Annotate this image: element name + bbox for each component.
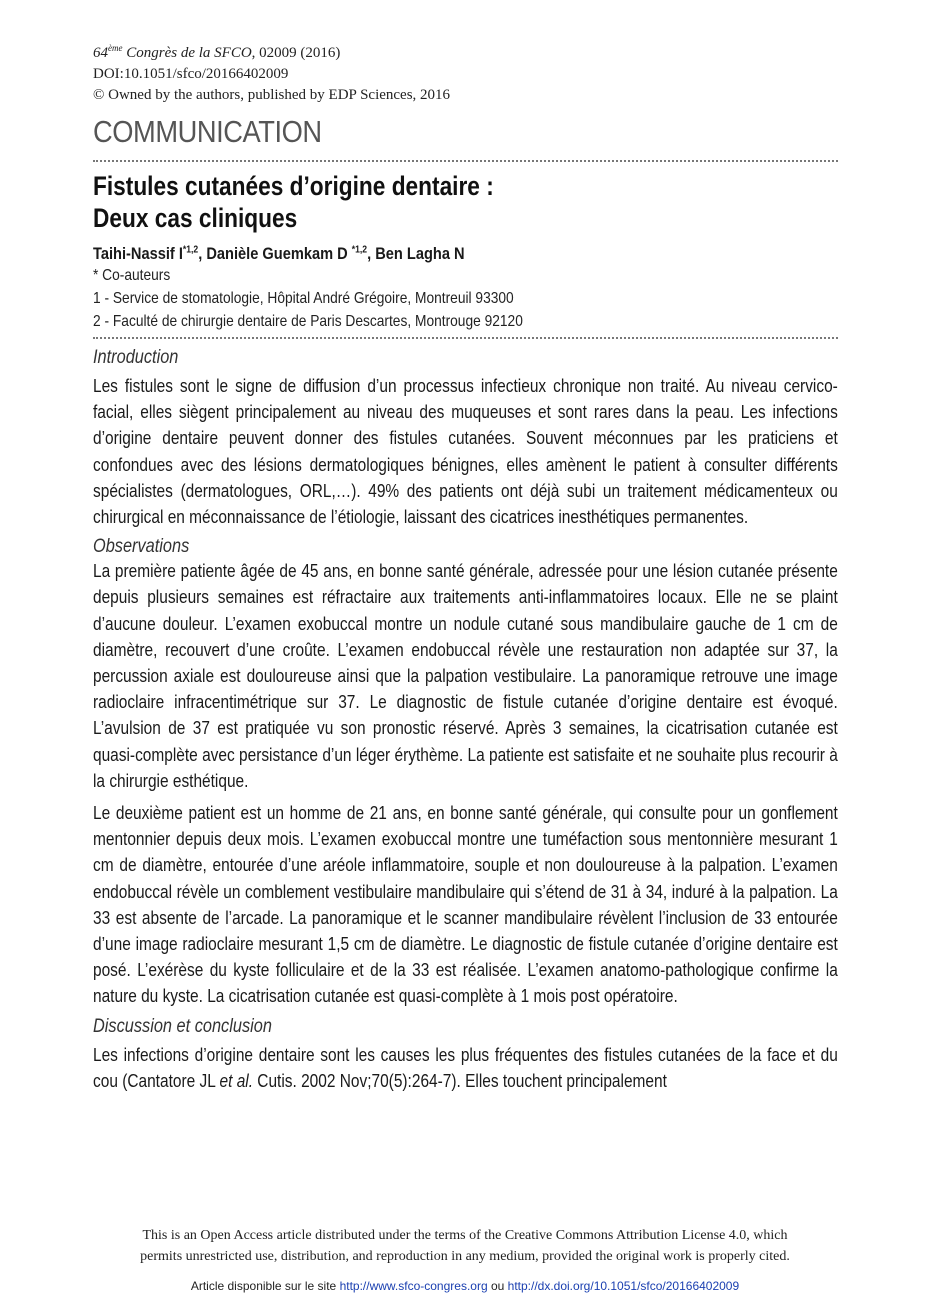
affiliation-1: 1 - Service de stomatologie, Hôpital André Grégoire, Montreuil 93300 [93, 290, 514, 307]
congress-line [93, 38, 838, 64]
section-heading-introduction: Introduction [93, 347, 179, 368]
congress-ref: , 02009 (2016) [251, 45, 341, 61]
congress-name: Congrès de la SFCO [122, 45, 252, 61]
author-1-affil: *1,2 [182, 244, 199, 256]
observations-paragraph-1: La première patiente âgée de 45 ans, en bonne santé générale, adressée pour une lésion cutanée présente depuis plusieurs semaines est réfractaire aux traitements anti-inflammatoires locaux. Elle ne se plaint d’aucune douleur. L’examen exobuccal montre un nodule cutané sous mandibulaire gauche de 1 cm de diamètre, recouvert d’une croûte. L’examen endobuccal révèle une restauration non adaptée sur 37, la percussion axiale est douloureuse ainsi que la palpation vestibulaire. La panoramique retrouve une image radioclaire infracentimétrique sur 37. Le diagnostic de fistule cutanée d’origine dentaire est évoqué. L’avulsion de 37 est pratiquée vu son pronostic réservé. Après 3 semaines, la cicatrisation cutanée est quasi-complète avec persistance d’un léger érythème. La patiente est satisfaite et ne souhaite plus recourir à la chirurgie esthétique. [93, 560, 838, 791]
discussion-paragraph [93, 1042, 838, 1094]
author-3: , Ben Lagha N [367, 244, 465, 263]
sfco-link[interactable]: http://www.sfco-congres.org [339, 1279, 488, 1293]
article-page [93, 38, 838, 1100]
title-line-1: Fistules cutanées d’origine dentaire : [93, 171, 494, 201]
license-line-2: permits unrestricted use, distribution, and reproduction in any medium, provided the original work is properly cited. [140, 1249, 790, 1264]
author-1: Taihi-Nassif I [93, 244, 183, 263]
article-title [93, 170, 844, 234]
copyright-line: © Owned by the authors, published by EDP Sciences, 2016 [93, 87, 451, 103]
section-kind-label: COMMUNICATION [93, 114, 322, 149]
affiliation-2: 2 - Faculté de chirurgie dentaire de Paris Descartes, Montrouge 92120 [93, 313, 523, 330]
availability-prefix: Article disponible sur le site [190, 1279, 340, 1293]
congress-ordinal: ème [108, 43, 123, 53]
author-2: , Danièle Guemkam D [198, 244, 352, 263]
dotted-divider [93, 160, 838, 162]
author-2-affil: *1,2 [351, 244, 368, 256]
availability-middle: ou [487, 1279, 508, 1293]
license-footer [0, 1225, 930, 1267]
title-line-2: Deux cas cliniques [93, 203, 298, 233]
journal-header [93, 38, 838, 106]
affiliation-coauthors: * Co-auteurs [93, 267, 171, 284]
introduction-paragraph: Les fistules sont le signe de diffusion d’un processus infectieux chronique non traité. Au niveau cervico-facial, elles siègent principalement au niveau des muqueuses et sont rares dans la peau. Les infections d’origine dentaire peuvent donner des fistules cutanées. Souvent méconnues par les praticiens et confondues avec des lésions dermatologiques bénignes, elles amènent le patient à consulter différents spécialistes (dermatologues, ORL,…). 49% des patients ont déjà subi un traitement médicamenteux ou chirurgical en méconnaissance de l’étiologie, laissant des cicatrices inesthétiques permanentes. [93, 375, 838, 528]
availability-line [0, 1279, 930, 1293]
doi-line: DOI:10.1051/sfco/20166402009 [93, 66, 289, 82]
section-heading-discussion: Discussion et conclusion [93, 1015, 272, 1037]
affiliations [93, 264, 862, 333]
dotted-divider [93, 337, 838, 339]
license-line-1: This is an Open Access article distributed under the terms of the Creative Commons Attribution License 4.0, which [142, 1228, 788, 1243]
observations-paragraph-2: Le deuxième patient est un homme de 21 ans, en bonne santé générale, qui consulte pour un gonflement mentonnier depuis deux mois. L’examen exobuccal montre une tuméfaction sous mentonnière mesurant 1 cm de diamètre, entourée d’une aréole inflammatoire, souple et non douloureuse à la palpation. L’examen endobuccal révèle un comblement vestibulaire mandibulaire qui s’étend de 31 à 34, induré à la palpation. La 33 est absente de l’arcade. La panoramique et le scanner mandibulaire révèlent l’inclusion de 33 entourée d’une image radioclaire mesurant 1,5 cm de diamètre. Le diagnostic de fistule cutanée d’origine dentaire est posé. L’exérèse du kyste folliculaire et de la 33 est réalisée. L’examen anatomo-pathologique confirme la nature du kyste. La cicatrisation cutanée est quasi-complète à 1 mois post opératoire. [93, 802, 838, 1007]
doi-link[interactable]: http://dx.doi.org/10.1051/sfco/20166402009 [507, 1279, 740, 1293]
section-heading-observations: Observations [93, 536, 190, 558]
discussion-etal: et al. [219, 1069, 254, 1091]
author-list [93, 244, 862, 264]
discussion-text-a: Les infections d’origine dentaire sont les causes les plus fréquentes des fistules cutanées de la face et du cou (Cantatore JL [93, 1043, 838, 1091]
discussion-text-b: Cutis. 2002 Nov;70(5):264-7). Elles touchent principalement [253, 1069, 667, 1091]
congress-number: 64 [93, 45, 108, 61]
